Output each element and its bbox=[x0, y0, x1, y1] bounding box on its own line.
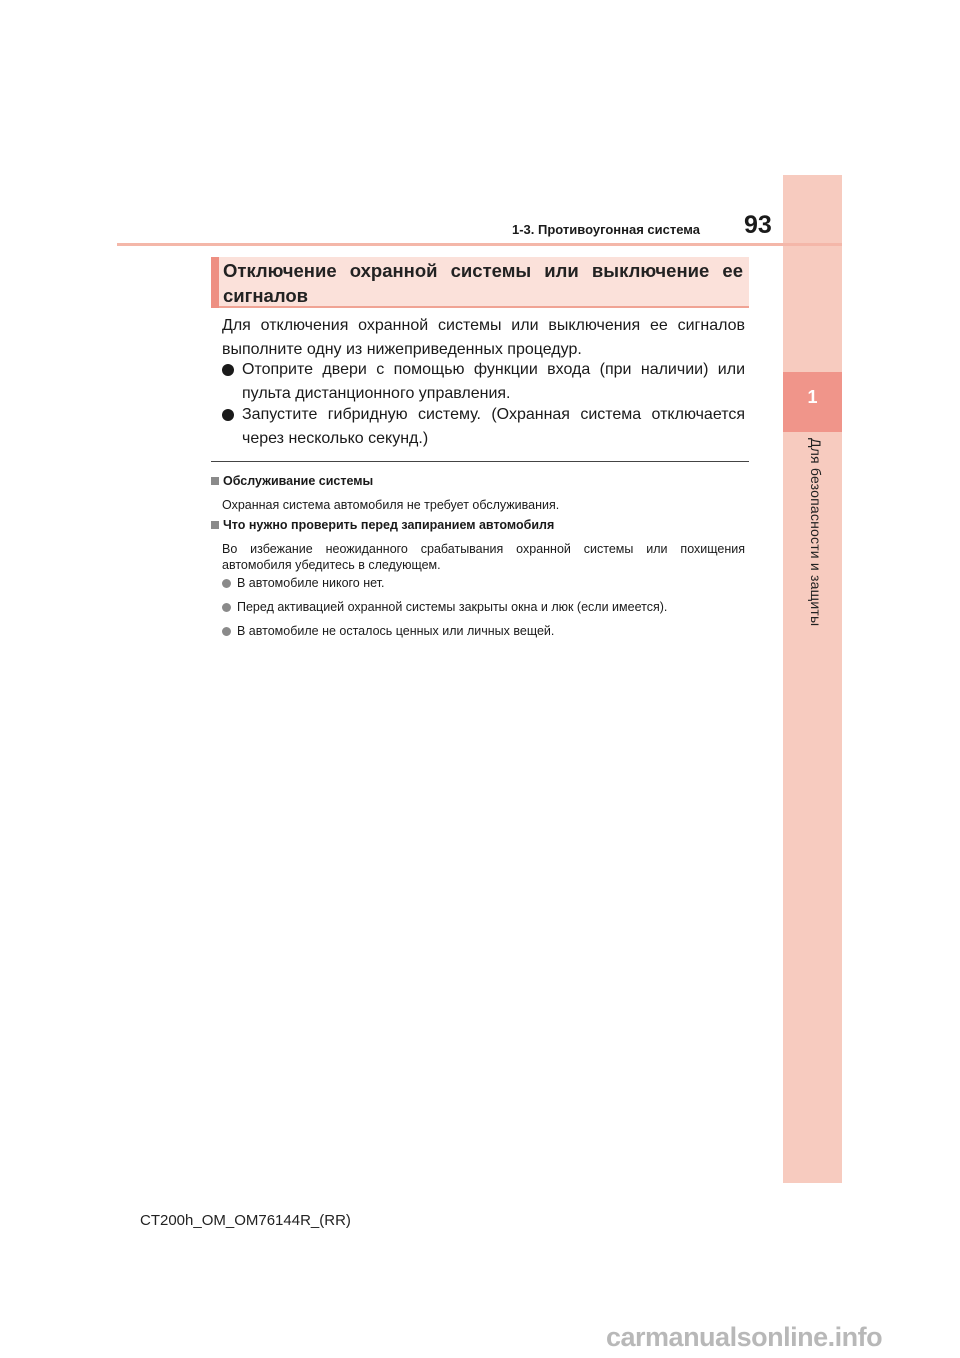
round-bullet-icon bbox=[222, 603, 231, 612]
note-title: Что нужно проверить перед запиранием автомобиля bbox=[223, 518, 555, 532]
square-bullet-icon bbox=[211, 521, 219, 529]
bullet-item: Запустите гибридную систему. (Охранная система отключается через несколько секунд.) bbox=[242, 406, 745, 447]
bullet-dot-icon bbox=[222, 409, 234, 421]
side-tab-strip bbox=[783, 175, 842, 1183]
note-list-item: В автомобиле не осталось ценных или личных вещей. bbox=[237, 624, 555, 638]
chapter-number: 1 bbox=[807, 387, 818, 407]
page-number: 93 bbox=[744, 211, 772, 239]
note-list-item: В автомобиле никого нет. bbox=[237, 576, 385, 590]
site-watermark: carmanualsonline.info bbox=[606, 1322, 883, 1352]
round-bullet-icon bbox=[222, 579, 231, 588]
bullet-dot-icon bbox=[222, 364, 234, 376]
chapter-label: Для безопасности и защиты bbox=[808, 438, 824, 627]
note-text: Охранная система автомобиля не требует обслуживания. bbox=[222, 498, 560, 512]
note-text: Во избежание неожиданного срабатывания охранной системы или похищения автомобиля убедитесь в следующем. bbox=[222, 542, 745, 572]
intro-paragraph: Для отключения охранной системы или выключения ее сигналов выполните одну из нижеприведенных процедур. bbox=[222, 317, 745, 358]
notes-divider bbox=[211, 461, 749, 462]
section-heading: Отключение охранной системы или выключение ее сигналов bbox=[223, 260, 743, 306]
note-list-item: Перед активацией охранной системы закрыты окна и люк (если имеется). bbox=[237, 600, 668, 614]
header-divider bbox=[117, 243, 842, 246]
bullet-item: Отоприте двери с помощью функции входа (при наличии) или пульта дистанционного управления. bbox=[242, 361, 745, 402]
square-bullet-icon bbox=[211, 477, 219, 485]
round-bullet-icon bbox=[222, 627, 231, 636]
section-title: 1-3. Противоугонная система bbox=[512, 222, 700, 237]
heading-accent-bar bbox=[211, 257, 219, 308]
document-code: CT200h_OM_OM76144R_(RR) bbox=[140, 1212, 351, 1229]
note-title: Обслуживание системы bbox=[223, 474, 374, 488]
